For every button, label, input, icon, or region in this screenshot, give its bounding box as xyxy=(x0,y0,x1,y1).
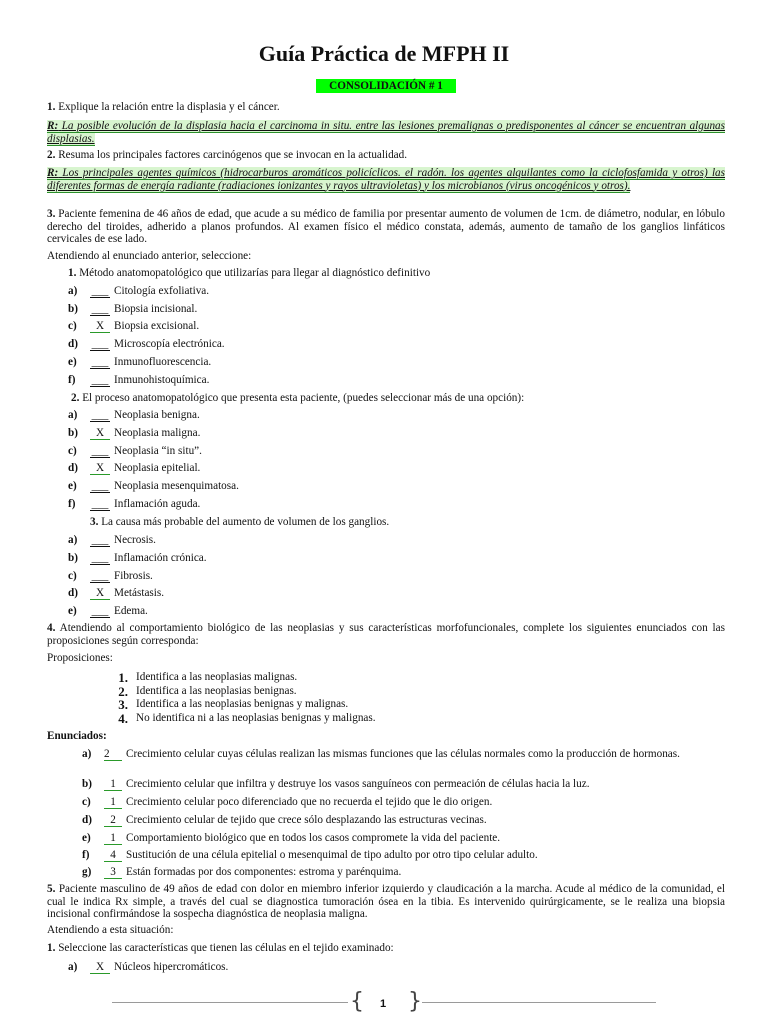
answer-mark: 1 xyxy=(104,833,122,845)
answer-mark: ___ xyxy=(91,480,109,492)
option-text: Neoplasia maligna. xyxy=(114,427,201,439)
option-item xyxy=(90,427,200,440)
option-item xyxy=(90,285,209,298)
option-item xyxy=(90,570,153,583)
option-letter: e) xyxy=(68,605,77,617)
answer-mark: X xyxy=(90,588,110,600)
answer-mark: ___ xyxy=(91,498,109,510)
proposiciones-label: Proposiciones: xyxy=(47,652,113,664)
enunciados-label: Enunciados: xyxy=(47,730,107,742)
option-text: Neoplasia epitelial. xyxy=(114,462,201,474)
option-item xyxy=(90,480,239,493)
proposicion-text: Identifica a las neoplasias benignas y malignas. xyxy=(136,698,349,710)
answer-mark: ___ xyxy=(91,338,109,350)
option-letter: c) xyxy=(68,445,77,457)
question-text: Explique la relación entre la displasia y el cáncer. xyxy=(58,101,280,113)
option-item xyxy=(90,587,164,600)
option-letter: b) xyxy=(68,303,78,315)
page-number: 1 xyxy=(380,998,387,1010)
option-item xyxy=(90,534,156,547)
enunciado-letter: b) xyxy=(82,778,92,790)
option-text: Fibrosis. xyxy=(114,570,153,582)
option-text: Biopsia incisional. xyxy=(114,303,198,315)
option-text: Edema. xyxy=(114,605,148,617)
footer-right-brace-icon: } xyxy=(408,989,422,1014)
option-letter: a) xyxy=(68,409,78,421)
option-letter: a) xyxy=(68,961,78,973)
proposicion-text: No identifica ni a las neoplasias benignas y malignas. xyxy=(136,712,376,724)
question-4 xyxy=(47,622,725,647)
option-text: Necrosis. xyxy=(114,534,156,546)
answer-mark: 1 xyxy=(104,779,122,791)
option-letter: b) xyxy=(68,552,78,564)
option-item xyxy=(90,605,148,618)
answer-mark: 2 xyxy=(104,749,122,761)
answer-mark: ___ xyxy=(91,605,109,617)
subquestion-text: Método anatomopatológico que utilizarías para llegar al diagnóstico definitivo xyxy=(79,267,431,279)
option-letter: b) xyxy=(68,427,78,439)
enunciado-text: Crecimiento celular poco diferenciado que no recuerda el tejido que le dio origen. xyxy=(126,796,493,808)
subquestion-number: 3. xyxy=(90,516,99,528)
answer-text: Los principales agentes químicos (hidrocarburos aromáticos policíclicos. el radón. los agentes alquilantes como la ciclofosfamida y otros) las diferentes formas de energía radiante (radiaciones ionizantes y rayos ultravioletas) y los microbianos (virus oncogénicos y otros). xyxy=(47,167,726,192)
answer-1 xyxy=(47,120,725,145)
answer-label: R: xyxy=(47,120,59,132)
question-number: 4. xyxy=(47,622,56,634)
option-letter: a) xyxy=(68,534,78,546)
consolidacion-heading: CONSOLIDACIÓN # 1 xyxy=(316,79,456,93)
answer-mark: 4 xyxy=(104,850,122,862)
enunciado-item xyxy=(104,748,725,761)
subquestion-text: Seleccione las características que tienen las células en el tejido examinado: xyxy=(58,942,394,954)
enunciado-letter: f) xyxy=(82,849,90,861)
subquestion-5-1 xyxy=(47,942,394,955)
option-letter: d) xyxy=(68,587,78,599)
subquestion-3-1 xyxy=(68,267,430,280)
enunciado-text: Comportamiento biológico que en todos los casos compromete la vida del paciente. xyxy=(126,832,501,844)
answer-mark: ___ xyxy=(91,570,109,582)
option-letter: f) xyxy=(68,374,76,386)
option-text: Inmunohistoquímica. xyxy=(114,374,210,386)
option-item xyxy=(90,356,211,369)
enunciado-item xyxy=(104,778,590,791)
question-text: Paciente femenina de 46 años de edad, que acude a su médico de familia por presentar aumento de volumen de 1cm. de diámetro, nodular, en lóbulo derecho del tiroides, adherido a planos profundos. Al examen físico el médico constata, además, aumento de tamaño de los ganglios linfáticos cervicales de ese lado. xyxy=(47,208,725,245)
footer-left-brace-icon: { xyxy=(350,989,364,1014)
answer-2 xyxy=(47,167,725,192)
question-3-intro: Atendiendo al enunciado anterior, seleccione: xyxy=(47,250,252,262)
option-item xyxy=(90,374,209,387)
answer-mark: ___ xyxy=(91,374,109,386)
enunciado-text: Están formadas por dos componentes: estroma y parénquima. xyxy=(126,866,402,878)
option-item xyxy=(90,303,197,316)
enunciado-text: Crecimiento celular que infiltra y destruye los vasos sanguíneos con permeación de células hacia la luz. xyxy=(126,778,590,790)
option-text: Neoplasia mesenquimatosa. xyxy=(114,480,239,492)
option-letter: d) xyxy=(68,338,78,350)
question-text: Resuma los principales factores carcinógenos que se invocan en la actualidad. xyxy=(58,149,408,161)
subquestion-text: La causa más probable del aumento de volumen de los ganglios. xyxy=(101,516,390,528)
option-text: Núcleos hipercromáticos. xyxy=(114,961,229,973)
question-5 xyxy=(47,883,725,921)
question-text: Atendiendo al comportamiento biológico de las neoplasias y sus características morfofuncionales, complete los siguientes enunciados con las proposiciones según corresponda: xyxy=(47,622,725,647)
answer-mark: ___ xyxy=(91,285,109,297)
answer-label: R: xyxy=(47,167,59,179)
enunciado-item xyxy=(104,796,492,809)
answer-mark: 1 xyxy=(104,797,122,809)
proposicion-number: 2. xyxy=(118,684,128,699)
option-item xyxy=(90,320,199,333)
answer-mark: ___ xyxy=(91,303,109,315)
option-text: Inmunofluorescencia. xyxy=(114,356,212,368)
option-text: Microscopía electrónica. xyxy=(114,338,225,350)
question-text: Paciente masculino de 49 años de edad con dolor en miembro inferior izquierdo y claudicación a la marcha. Acude al médico de la comunidad, el cual le indica Rx simple, a través del cual se diagnostica tumoración ósea en la tibia. Es intervenido quirúrgicamente, se le realiza una biopsia incisional confirmándose la sospecha diagnóstica de neoplasia maligna. xyxy=(47,883,726,920)
question-3 xyxy=(47,208,725,246)
subquestion-number: 2. xyxy=(71,392,80,404)
proposicion-number: 1. xyxy=(118,670,128,685)
answer-mark: ___ xyxy=(91,409,109,421)
subquestion-3-2 xyxy=(71,392,524,405)
enunciado-letter: g) xyxy=(82,866,92,878)
enunciado-letter: a) xyxy=(82,748,92,760)
option-letter: d) xyxy=(68,462,78,474)
subquestion-3-3 xyxy=(90,516,389,529)
enunciado-letter: d) xyxy=(82,814,92,826)
enunciado-letter: e) xyxy=(82,832,91,844)
proposicion-number: 4. xyxy=(118,711,128,726)
proposicion-text: Identifica a las neoplasias malignas. xyxy=(136,671,298,683)
question-2 xyxy=(47,149,407,162)
answer-mark: X xyxy=(90,463,110,475)
question-1 xyxy=(47,101,280,114)
option-text: Neoplasia benigna. xyxy=(114,409,200,421)
option-text: Metástasis. xyxy=(114,587,165,599)
enunciado-item xyxy=(104,866,401,879)
question-5-intro: Atendiendo a esta situación: xyxy=(47,924,174,936)
option-text: Citología exfoliativa. xyxy=(114,285,210,297)
option-letter: c) xyxy=(68,320,77,332)
answer-mark: ___ xyxy=(91,552,109,564)
subquestion-number: 1. xyxy=(47,942,56,954)
enunciado-text: Crecimiento celular cuyas células realizan las mismas funciones que las células normales como la producción de hormonas. xyxy=(126,748,680,760)
option-text: Neoplasia “in situ”. xyxy=(114,445,202,457)
option-letter: f) xyxy=(68,498,76,510)
option-item xyxy=(90,409,200,422)
enunciado-letter: c) xyxy=(82,796,91,808)
question-number: 5. xyxy=(47,883,56,895)
option-item xyxy=(90,338,225,351)
option-letter: c) xyxy=(68,570,77,582)
enunciado-item xyxy=(104,849,538,862)
option-text: Biopsia excisional. xyxy=(114,320,200,332)
question-number: 1. xyxy=(47,101,56,113)
page-title: Guía Práctica de MFPH II xyxy=(258,41,510,66)
subquestion-text: El proceso anatomopatológico que presenta esta paciente, (puedes seleccionar más de una opción): xyxy=(82,392,525,404)
enunciado-item xyxy=(104,814,487,827)
question-number: 3. xyxy=(47,208,56,220)
option-letter: a) xyxy=(68,285,78,297)
option-item xyxy=(90,498,200,511)
answer-mark: X xyxy=(90,321,110,333)
option-text: Inflamación crónica. xyxy=(114,552,207,564)
answer-mark: X xyxy=(90,428,110,440)
option-item xyxy=(90,445,202,458)
footer-rule-right xyxy=(422,1002,656,1003)
option-letter: e) xyxy=(68,356,77,368)
answer-text: La posible evolución de la displasia hacia el carcinoma in situ. entre las lesiones premalignas o predisponentes al cáncer se encuentran algunas displasias. xyxy=(47,120,726,145)
footer-rule-left xyxy=(112,1002,348,1003)
option-item xyxy=(90,462,200,475)
answer-mark: ___ xyxy=(91,445,109,457)
answer-mark: 3 xyxy=(104,867,122,879)
enunciado-text: Crecimiento celular de tejido que crece sólo desplazando las estructuras vecinas. xyxy=(126,814,487,826)
option-text: Inflamación aguda. xyxy=(114,498,201,510)
option-letter: e) xyxy=(68,480,77,492)
answer-mark: 2 xyxy=(104,815,122,827)
option-item xyxy=(90,961,228,974)
subquestion-number: 1. xyxy=(68,267,77,279)
answer-mark: ___ xyxy=(91,356,109,368)
proposicion-number: 3. xyxy=(118,697,128,712)
proposicion-text: Identifica a las neoplasias benignas. xyxy=(136,685,297,697)
answer-mark: ___ xyxy=(91,534,109,546)
option-item xyxy=(90,552,207,565)
enunciado-text: Sustitución de una célula epitelial o mesenquimal de tipo adulto por otro tipo celular adulto. xyxy=(126,849,538,861)
enunciado-item xyxy=(104,832,500,845)
answer-mark: X xyxy=(90,962,110,974)
question-number: 2. xyxy=(47,149,56,161)
